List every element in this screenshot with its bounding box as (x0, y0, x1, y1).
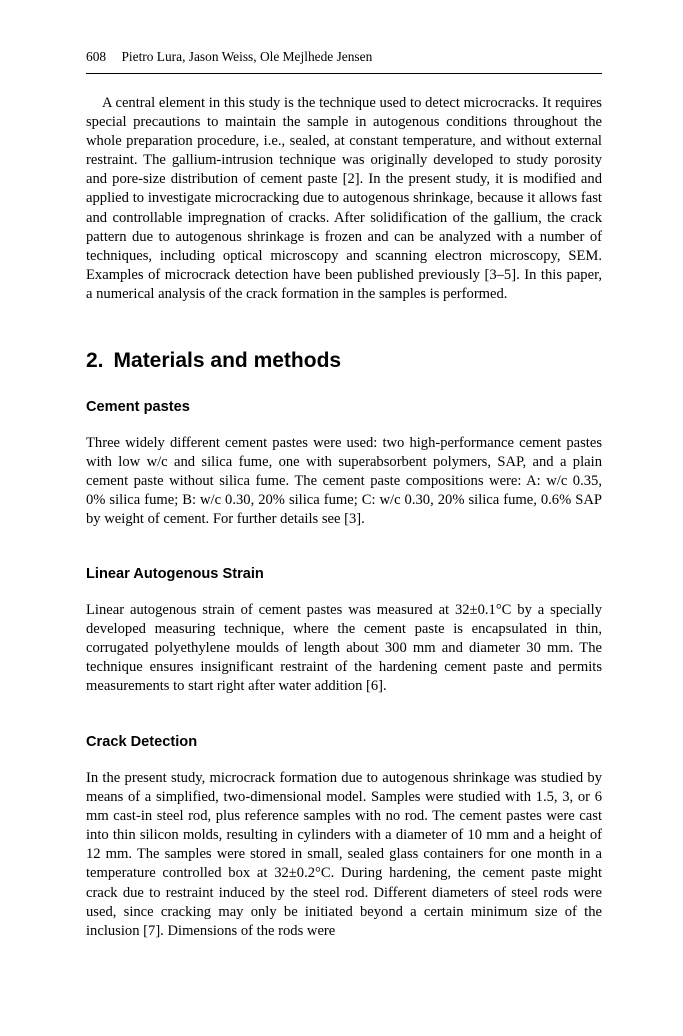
intro-paragraph: A central element in this study is the technique used to detect microcracks. It requires special precautions to maintain the sample in autogenous conditions throughout the whole preparation procedure, i.e., sealed, at constant temperature, and without external restraint. The gallium-intrusion technique was originally developed to study porosity and pore-size distribution of cement paste [2]. In the present study, it is modified and applied to investigate microcracking due to autogenous shrinkage, because it allows fast and controllable impregnation of cracks. After solidification of the gallium, the crack pattern due to autogenous shrinkage is frozen and can be analyzed with a number of techniques, including optical microscopy and scanning electron microscopy, SEM. Examples of microcrack detection have been published previously [3–5]. In this paper, a numerical analysis of the crack formation in the samples is performed. (86, 95, 602, 302)
section-heading (86, 346, 341, 376)
subheading-crack-detection: Crack Detection (86, 734, 198, 750)
section-title: Materials and methods (113, 349, 342, 372)
subheading-cement-pastes: Cement pastes (86, 399, 190, 415)
page-number: 608 (86, 49, 107, 64)
paragraph-cement-pastes: Three widely different cement pastes were used: two high-performance cement pastes with low w/c and silica fume, one with superabsorbent polymers, SAP, and a plain cement paste without silica fume. The cement paste compositions were: A: w/c 0.35, 0% silica fume; B: w/c 0.30, 20% silica fume; C: w/c 0.30, 20% silica fume, 0.6% SAP by weight of cement. For further details see [3]. (86, 435, 602, 528)
header-rule (86, 73, 602, 74)
header-authors: Pietro Lura, Jason Weiss, Ole Mejlhede Jensen (121, 49, 373, 64)
paragraph-crack-detection: In the present study, microcrack formation due to autogenous shrinkage was studied by means of a simplified, two-dimensional model. Samples were studied with 1.5, 3, or 6 mm cast-in steel rod, plus reference samples with no rod. The cement pastes were cast into thin silicon molds, resulting in cylinders with a diameter of 10 mm and a height of 12 mm. The samples were stored in small, sealed glass containers for one month in a temperature controlled box at 32±0.2°C. During hardening, the cement paste might crack due to restraint induced by the steel rod. Different diameters of steel rods were used, since cracking may only be initiated beyond a certain minimum size of the inclusion [7]. Dimensions of the rods were (86, 770, 602, 939)
paragraph-linear-autogenous-strain: Linear autogenous strain of cement pastes was measured at 32±0.1°C by a specially developed measuring technique, where the cement paste is encapsulated in thin, corrugated polyethylene moulds of length about 300 mm and diameter 30 mm. The technique ensures insignificant restraint of the hardening cement paste and permits measurements to start right after water addition [6]. (86, 602, 602, 695)
running-header (86, 48, 602, 66)
section-number: 2. (86, 349, 104, 372)
subheading-linear-autogenous-strain: Linear Autogenous Strain (86, 566, 264, 582)
